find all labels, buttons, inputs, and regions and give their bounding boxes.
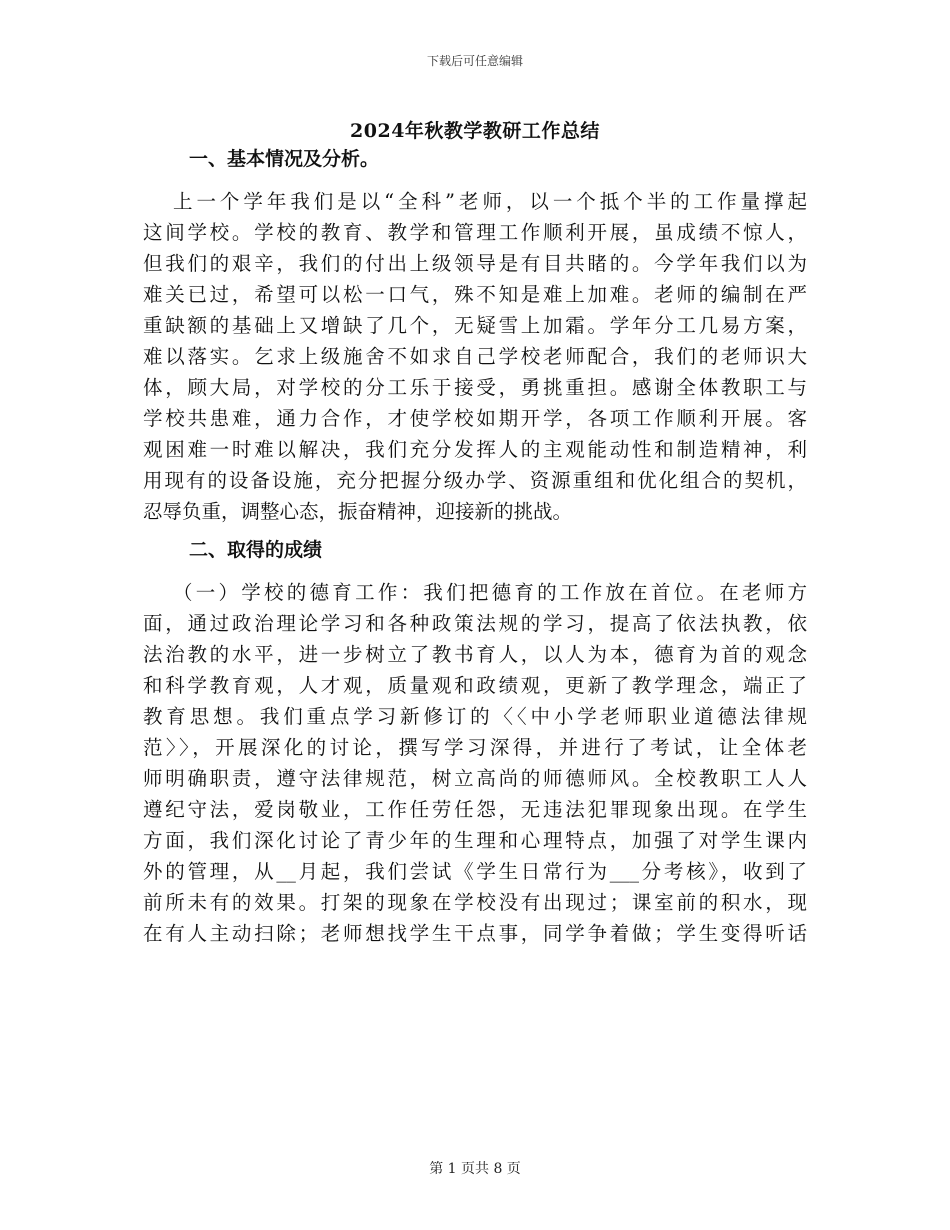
paragraph-line: 师明确职责，遵守法律规范，树立高尚的师德师风。全校教职工人人 xyxy=(143,767,807,790)
section-achievements xyxy=(143,535,807,949)
paragraph-line: 在有人主动扫除；老师想找学生干点事，同学争着做；学生变得听话 xyxy=(143,922,807,945)
paragraph-line: 忍辱负重，调整心态，振奋精神，迎接新的挑战。 xyxy=(143,500,573,523)
paragraph-line: 观困难一时难以解决，我们充分发挥人的主观能动性和制造精神，利 xyxy=(143,438,807,461)
paragraph-line: 面，通过政治理论学习和各种政策法规的学习，提高了依法执教，依 xyxy=(143,612,807,635)
section-basic-situation xyxy=(143,144,807,527)
paragraph-line: 和科学教育观，人才观，质量观和政绩观，更新了教学理念，端正了 xyxy=(143,674,807,697)
paragraph-line: 但我们的艰辛，我们的付出上级领导是有目共睹的。今学年我们以为 xyxy=(143,252,807,275)
paragraph-line: 教育思想。我们重点学习新修订的〈〈中小学老师职业道德法律规 xyxy=(143,705,807,728)
paragraph-line: 外的管理，从__月起，我们尝试《学生日常行为___分考核》，收到了 xyxy=(143,860,807,883)
paragraph-line: 这间学校。学校的教育、教学和管理工作顺利开展，虽成绩不惊人， xyxy=(143,221,807,244)
paragraph-line: 难关已过，希望可以松一口气，殊不知是难上加难。老师的编制在严 xyxy=(143,283,807,306)
header-note: 下载后可任意编辑 xyxy=(426,54,523,68)
page-number-footer: 第 1 页共 8 页 xyxy=(429,1161,521,1177)
section-heading: 一、基本情况及分析。 xyxy=(189,148,380,170)
paragraph-line: 重缺额的基础上又增缺了几个，无疑雪上加霜。学年分工几易方案， xyxy=(143,314,807,337)
paragraph-line: 上一个学年我们是以“全科”老师，以一个抵个半的工作量撑起 xyxy=(173,190,807,213)
paragraph-line: 法治教的水平，进一步树立了教书育人，以人为本，德育为首的观念 xyxy=(143,643,807,666)
paragraph-line: 体，顾大局，对学校的分工乐于接受，勇挑重担。感谢全体教职工与 xyxy=(143,376,807,399)
paragraph-line: （一）学校的德育工作：我们把德育的工作放在首位。在老师方 xyxy=(173,581,807,604)
paragraph-line: 学校共患难，通力合作，才使学校如期开学，各项工作顺利开展。客 xyxy=(143,407,807,430)
paragraph-line: 范〉〉，开展深化的讨论，撰写学习深得，并进行了考试，让全体老 xyxy=(143,736,807,759)
paragraph-line: 前所未有的效果。打架的现象在学校没有出现过；课室前的积水，现 xyxy=(143,891,807,914)
document-body xyxy=(143,144,807,953)
paragraph-line: 方面，我们深化讨论了青少年的生理和心理特点，加强了对学生课内 xyxy=(143,829,807,852)
section-heading: 二、取得的成绩 xyxy=(189,539,323,561)
paragraph-line: 用现有的设备设施，充分把握分级办学、资源重组和优化组合的契机， xyxy=(143,469,807,492)
document-title: 2024年秋教学教研工作总结 xyxy=(350,120,600,142)
paragraph-line: 难以落实。乞求上级施舍不如求自己学校老师配合，我们的老师识大 xyxy=(143,345,807,368)
paragraph-line: 遵纪守法，爱岗敬业，工作任劳任怨，无违法犯罪现象出现。在学生 xyxy=(143,798,807,821)
